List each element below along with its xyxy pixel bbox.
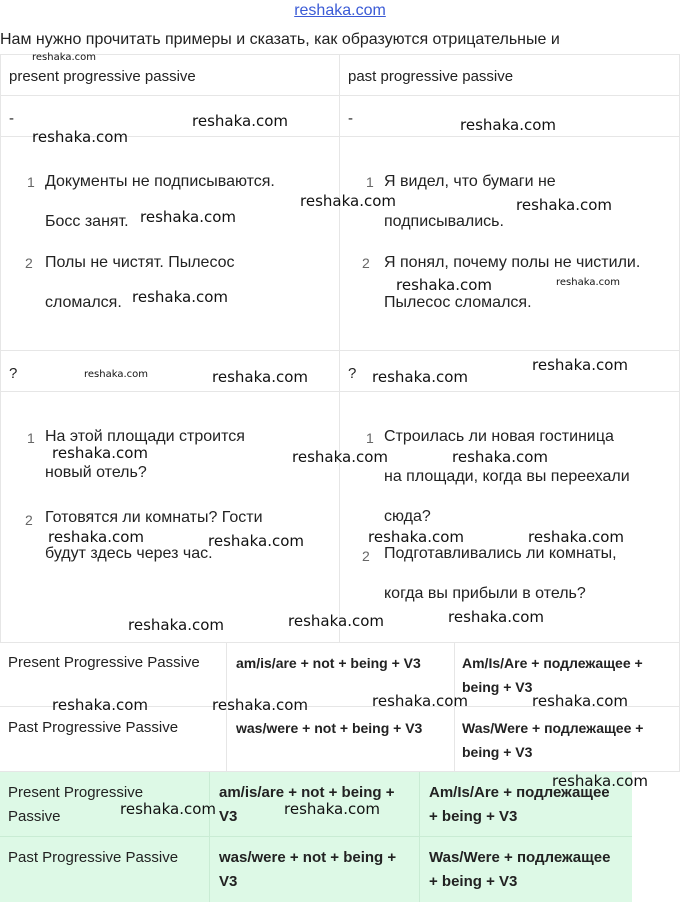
table-row xyxy=(0,707,680,772)
list-number: 1 xyxy=(366,174,374,190)
list-number: 2 xyxy=(25,255,33,271)
watermark: reshaka.com xyxy=(284,800,380,818)
watermark: reshaka.com xyxy=(192,112,288,130)
formula-table-highlighted xyxy=(0,772,632,902)
table-cell-name: Present Progressive Passive xyxy=(0,772,210,836)
watermark: reshaka.com xyxy=(396,276,492,294)
watermark: reshaka.com xyxy=(84,369,148,380)
watermark: reshaka.com xyxy=(212,696,308,714)
watermark: reshaka.com xyxy=(208,532,304,550)
header-past: past progressive passive xyxy=(340,55,680,96)
list-item: Подготавливались ли комнаты, когда вы прибыли в отель? xyxy=(384,545,617,602)
watermark: reshaka.com xyxy=(552,772,648,790)
table-cell-negative: am/is/are + not + being + V3 xyxy=(210,772,420,836)
table-cell-name: Present Progressive Passive xyxy=(8,654,200,671)
table-cell-question: Was/Were + подлежащее + being + V3 xyxy=(429,849,611,890)
table-cell-name: Past Progressive Passive xyxy=(8,719,179,736)
watermark: reshaka.com xyxy=(132,288,228,306)
q-mark-right: ? xyxy=(340,351,680,392)
neg-mark-left: - xyxy=(0,96,340,137)
watermark: reshaka.com xyxy=(460,116,556,134)
watermark: reshaka.com xyxy=(528,528,624,546)
watermark: reshaka.com xyxy=(52,444,148,462)
watermark: reshaka.com xyxy=(32,128,128,146)
watermark: reshaka.com xyxy=(448,608,544,626)
table-cell-negative: was/were + not + being + V3 xyxy=(226,707,454,772)
q-examples-right xyxy=(340,392,680,643)
table-cell-name: Past Progressive Passive xyxy=(0,837,210,902)
table-cell-question: Am/Is/Are + подлежащее + being + V3 xyxy=(429,784,610,825)
watermark: reshaka.com xyxy=(32,52,96,63)
watermark: reshaka.com xyxy=(556,277,620,288)
list-number: 1 xyxy=(366,430,374,446)
q-mark-left: ? xyxy=(0,351,340,392)
intro-text: Нам нужно прочитать примеры и сказать, как образуются отрицательные и xyxy=(0,31,560,48)
list-item: Строилась ли новая гостиница на площади, когда вы переехали сюда? xyxy=(384,428,630,525)
watermark: reshaka.com xyxy=(300,192,396,210)
table-cell-question: Was/Were + подлежащее + being + V3 xyxy=(454,707,680,772)
watermark: reshaka.com xyxy=(288,612,384,630)
list-item: Полы не чистят. Пылесос сломался. xyxy=(45,254,235,311)
table-cell-negative: was/were + not + being + V3 xyxy=(210,837,420,902)
list-number: 1 xyxy=(27,430,35,446)
list-number: 2 xyxy=(362,548,370,564)
neg-examples-left xyxy=(0,137,340,351)
site-link[interactable]: reshaka.com xyxy=(294,2,386,19)
list-item: Готовятся ли комнаты? Гости будут здесь через час. xyxy=(45,509,263,562)
watermark: reshaka.com xyxy=(128,616,224,634)
list-item: Я видел, что бумаги не подписывались. xyxy=(384,173,556,230)
q-examples-left xyxy=(0,392,340,643)
neg-examples-right xyxy=(340,137,680,351)
table-cell-question: Am/Is/Are + подлежащее + being + V3 xyxy=(454,642,680,707)
watermark: reshaka.com xyxy=(120,800,216,818)
list-item: Документы не подписываются. Босс занят. xyxy=(45,173,275,230)
list-number: 2 xyxy=(362,255,370,271)
list-item: Я понял, почему полы не чистили. Пылесос сломался. xyxy=(384,254,641,311)
neg-mark-right: - xyxy=(340,96,680,137)
watermark: reshaka.com xyxy=(516,196,612,214)
watermark: reshaka.com xyxy=(532,356,628,374)
list-item: На этой площади строится новый отель? xyxy=(45,428,245,481)
watermark: reshaka.com xyxy=(368,528,464,546)
watermark: reshaka.com xyxy=(372,692,468,710)
table-row xyxy=(0,837,632,902)
watermark: reshaka.com xyxy=(48,528,144,546)
watermark: reshaka.com xyxy=(52,696,148,714)
list-number: 2 xyxy=(25,512,33,528)
table-cell-negative: am/is/are + not + being + V3 xyxy=(226,642,454,707)
watermark: reshaka.com xyxy=(372,368,468,386)
list-number: 1 xyxy=(27,174,35,190)
watermark: reshaka.com xyxy=(140,208,236,226)
header-present: present progressive passive xyxy=(0,55,340,96)
watermark: reshaka.com xyxy=(452,448,548,466)
watermark: reshaka.com xyxy=(292,448,388,466)
watermark: reshaka.com xyxy=(212,368,308,386)
watermark: reshaka.com xyxy=(532,692,628,710)
